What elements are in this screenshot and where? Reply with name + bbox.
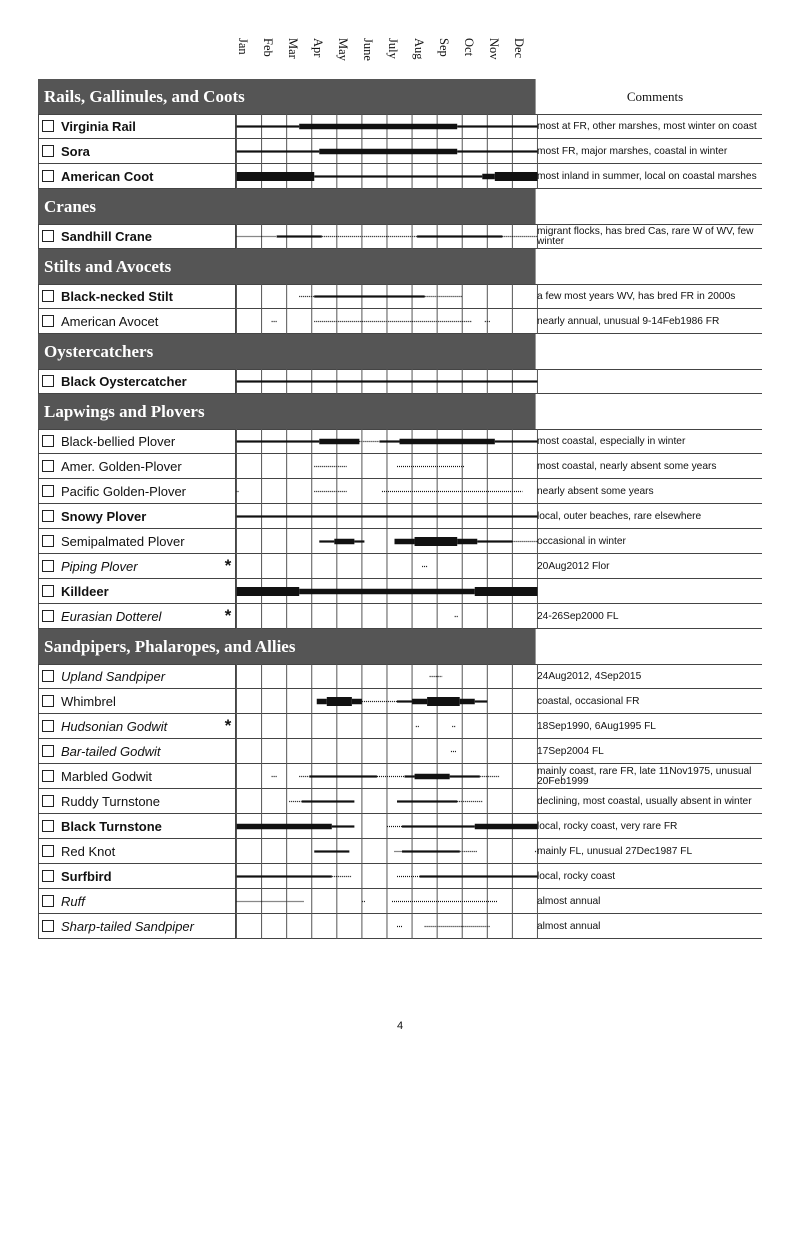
species-name-cell xyxy=(38,914,236,939)
checkbox[interactable] xyxy=(42,560,54,572)
month-label: May xyxy=(336,38,351,61)
comment-text: almost annual xyxy=(537,895,601,907)
species-row xyxy=(38,429,762,454)
rarity-star-icon: * xyxy=(224,606,231,625)
comment-cell xyxy=(537,764,761,789)
occurrence-bar-segment xyxy=(482,174,495,180)
occurrence-bar-segment xyxy=(314,175,482,177)
species-name: Snowy Plover xyxy=(61,509,147,524)
comment-text: occasional in winter xyxy=(537,535,626,547)
month-label: Aug xyxy=(411,38,426,60)
occurrence-bar-segment xyxy=(319,439,359,445)
occurrence-bar-segment xyxy=(237,172,315,181)
comment-text: most at FR, other marshes, most winter on coast xyxy=(537,120,757,132)
species-name-cell xyxy=(38,479,236,504)
species-name-cell xyxy=(38,664,236,689)
occurrence-bar-segment xyxy=(475,700,488,702)
checkbox[interactable] xyxy=(42,510,54,522)
section-title: Cranes xyxy=(38,189,535,224)
occurrence-bar-segment xyxy=(427,697,460,706)
comment-text: mainly coast, rare FR, late 11Nov1975, unusual 20Feb1999 xyxy=(537,765,752,787)
occurrence-bar-segment xyxy=(415,774,450,780)
species-row xyxy=(38,764,762,789)
checkbox[interactable] xyxy=(42,870,54,882)
species-name: American Coot xyxy=(61,169,154,184)
comment-cell xyxy=(537,739,761,764)
checkbox[interactable] xyxy=(42,770,54,782)
section-title: Oystercatchers xyxy=(38,334,535,369)
occurrence-bar-segment xyxy=(309,775,377,777)
comment-text: local, rocky coast xyxy=(537,870,616,882)
species-row xyxy=(38,889,762,914)
comment-cell xyxy=(537,284,761,309)
occurrence-bar-segment xyxy=(475,587,538,596)
species-name-cell xyxy=(38,714,236,739)
occurrence-bar-chart xyxy=(236,664,538,689)
comment-cell xyxy=(537,814,761,839)
species-name: Sharp-tailed Sandpiper xyxy=(61,919,194,934)
month-label: Dec xyxy=(511,38,526,59)
occurrence-bar-segment xyxy=(417,235,502,237)
occurrence-bar-chart xyxy=(236,604,538,629)
month-label: June xyxy=(361,38,376,61)
species-name-cell xyxy=(38,579,236,604)
comment-cell xyxy=(537,224,761,249)
occurrence-bar-chart xyxy=(236,164,538,189)
species-name-cell xyxy=(38,764,236,789)
occurrence-bar-segment xyxy=(237,125,300,127)
section-title: Lapwings and Plovers xyxy=(38,394,535,429)
comment-cell xyxy=(537,714,761,739)
species-row xyxy=(38,224,762,249)
species-name-cell xyxy=(38,164,236,189)
occurrence-bar-segment xyxy=(379,440,399,442)
occurrence-bar-segment xyxy=(319,540,334,542)
species-row xyxy=(38,309,762,334)
species-name: Amer. Golden-Plover xyxy=(61,459,182,474)
species-name: Eurasian Dotterel xyxy=(61,609,162,624)
occurrence-bar-segment xyxy=(402,850,460,852)
occurrence-bar-segment xyxy=(400,439,495,445)
occurrence-bar-segment xyxy=(477,540,512,542)
comment-cell xyxy=(537,139,761,164)
occurrence-bar-segment xyxy=(495,440,538,442)
species-name-cell xyxy=(38,889,236,914)
species-name-cell xyxy=(38,814,236,839)
comment-cell xyxy=(537,689,761,714)
species-name: American Avocet xyxy=(61,314,159,329)
comment-text: most coastal, nearly absent some years xyxy=(537,460,717,472)
checkbox[interactable] xyxy=(42,315,54,327)
occurrence-bar-segment xyxy=(277,235,322,237)
species-name: Surfbird xyxy=(61,869,112,884)
section-header xyxy=(38,394,762,429)
comment-text: a few most years WV, has bred FR in 2000s xyxy=(537,290,736,302)
species-row xyxy=(38,789,762,814)
comment-text: local, rocky coast, very rare FR xyxy=(537,820,678,832)
species-row xyxy=(38,529,762,554)
species-name: Whimbrel xyxy=(61,694,116,709)
species-row xyxy=(38,114,762,139)
occurrence-bar-segment xyxy=(397,700,412,702)
comment-text: 17Sep2004 FL xyxy=(537,745,604,757)
species-name-cell xyxy=(38,454,236,479)
comment-cell xyxy=(537,369,761,394)
comment-text: 24Aug2012, 4Sep2015 xyxy=(537,670,642,682)
species-row xyxy=(38,839,762,864)
comment-cell xyxy=(537,914,761,939)
comment-text: 18Sep1990, 6Aug1995 FL xyxy=(537,720,656,732)
species-name-cell xyxy=(38,689,236,714)
occurrence-bar-segment xyxy=(299,589,475,595)
occurrence-bar-chart xyxy=(236,889,538,914)
species-row xyxy=(38,554,762,579)
species-name: Ruddy Turnstone xyxy=(61,794,161,809)
species-name: Pacific Golden-Plover xyxy=(61,484,186,499)
section-title: Stilts and Avocets xyxy=(38,249,535,284)
checkbox[interactable] xyxy=(42,485,54,497)
occurrence-bar-segment xyxy=(450,775,480,777)
species-row xyxy=(38,479,762,504)
occurrence-bar-segment xyxy=(299,124,457,130)
occurrence-bar-segment xyxy=(237,875,332,877)
checkbox[interactable] xyxy=(42,230,54,242)
occurrence-bar-chart xyxy=(236,864,538,889)
occurrence-bar-segment xyxy=(412,699,427,705)
occurrence-bar-chart xyxy=(236,764,538,789)
occurrence-bar-chart xyxy=(236,789,538,814)
species-name: Bar-tailed Godwit xyxy=(61,744,161,759)
comment-text: migrant flocks, has bred Cas, rare W of WV, few winter xyxy=(537,225,754,247)
species-row xyxy=(38,664,762,689)
comment-text: almost annual xyxy=(537,920,601,932)
occurrence-bar-chart xyxy=(236,914,538,939)
species-name-cell xyxy=(38,369,236,394)
checkbox[interactable] xyxy=(42,610,54,622)
occurrence-bar-segment xyxy=(314,850,349,852)
species-row xyxy=(38,604,762,629)
checkbox[interactable] xyxy=(42,375,54,387)
occurrence-bar-chart xyxy=(236,739,538,764)
species-name: Virginia Rail xyxy=(61,119,136,134)
species-name-cell xyxy=(38,284,236,309)
species-name: Ruff xyxy=(61,894,85,909)
occurrence-bar-chart xyxy=(236,529,538,554)
checkbox[interactable] xyxy=(42,695,54,707)
checkbox[interactable] xyxy=(42,460,54,472)
species-row xyxy=(38,579,762,604)
species-row xyxy=(38,454,762,479)
comment-text: most FR, major marshes, coastal in winter xyxy=(537,145,728,157)
rarity-star-icon: * xyxy=(224,556,231,575)
species-name: Sandhill Crane xyxy=(61,229,153,244)
comment-text: declining, most coastal, usually absent in winter xyxy=(537,795,752,807)
comment-text: most inland in summer, local on coastal marshes xyxy=(537,170,757,182)
comment-cell xyxy=(537,164,761,189)
checkbox[interactable] xyxy=(42,745,54,757)
species-row xyxy=(38,369,762,394)
occurrence-bar-chart xyxy=(236,114,538,139)
occurrence-bar-chart xyxy=(236,369,538,394)
checkbox[interactable] xyxy=(42,920,54,932)
species-name-cell xyxy=(38,604,236,629)
comment-cell xyxy=(537,789,761,814)
occurrence-bar-segment xyxy=(334,539,354,545)
comment-text: 24-26Sep2000 FL xyxy=(537,610,619,622)
section-header xyxy=(38,629,762,664)
species-row xyxy=(38,739,762,764)
species-row xyxy=(38,814,762,839)
month-label: Oct xyxy=(461,38,476,57)
section-title: Sandpipers, Phalaropes, and Allies xyxy=(38,629,535,664)
species-name-cell xyxy=(38,789,236,814)
occurrence-bar-chart xyxy=(236,714,538,739)
comment-cell xyxy=(537,579,761,604)
comment-text: 20Aug2012 Flor xyxy=(537,560,610,572)
page-number: 4 xyxy=(396,1020,404,1032)
species-name-cell xyxy=(38,529,236,554)
comments-header: Comments xyxy=(626,89,684,104)
comment-text: coastal, occasional FR xyxy=(537,695,640,707)
month-label: Nov xyxy=(486,38,501,60)
species-name-cell xyxy=(38,504,236,529)
species-name: Red Knot xyxy=(61,844,116,859)
occurrence-bar-segment xyxy=(457,150,537,152)
comment-cell xyxy=(537,839,761,864)
species-row xyxy=(38,914,762,939)
checklist-table xyxy=(38,79,762,939)
comment-text: most coastal, especially in winter xyxy=(537,435,686,447)
occurrence-bar-segment xyxy=(395,539,415,545)
checkbox[interactable] xyxy=(42,435,54,447)
species-name: Black-bellied Plover xyxy=(61,434,176,449)
occurrence-bar-segment xyxy=(302,800,355,802)
species-name-cell xyxy=(38,114,236,139)
checkbox[interactable] xyxy=(42,895,54,907)
occurrence-bar-chart xyxy=(236,429,538,454)
occurrence-bar-segment xyxy=(354,540,364,542)
comment-cell xyxy=(537,554,761,579)
occurrence-bar-segment xyxy=(397,800,457,802)
occurrence-bar-segment xyxy=(317,699,327,705)
species-name: Black-necked Stilt xyxy=(61,289,173,304)
checkbox[interactable] xyxy=(42,145,54,157)
occurrence-bar-segment xyxy=(495,172,538,181)
species-name: Sora xyxy=(61,144,90,159)
checkbox[interactable] xyxy=(42,795,54,807)
comment-cell xyxy=(537,664,761,689)
species-row xyxy=(38,714,762,739)
checkbox[interactable] xyxy=(42,820,54,832)
section-header xyxy=(38,79,762,114)
section-header xyxy=(38,189,762,224)
occurrence-bar-segment xyxy=(237,515,538,517)
occurrence-bar-segment xyxy=(237,587,300,596)
month-header xyxy=(0,38,800,72)
species-name-cell xyxy=(38,309,236,334)
species-name: Killdeer xyxy=(61,584,109,599)
comment-cell xyxy=(537,454,761,479)
section-title: Rails, Gallinules, and Coots xyxy=(38,79,535,114)
comment-text: nearly absent some years xyxy=(537,485,654,497)
species-name-cell xyxy=(38,554,236,579)
species-name: Hudsonian Godwit xyxy=(61,719,168,734)
checkbox[interactable] xyxy=(42,845,54,857)
species-name: Semipalmated Plover xyxy=(61,534,185,549)
occurrence-bar-segment xyxy=(460,699,475,705)
checkbox[interactable] xyxy=(42,120,54,132)
checkbox[interactable] xyxy=(42,585,54,597)
occurrence-bar-segment xyxy=(327,697,352,706)
occurrence-bar-segment xyxy=(457,125,537,127)
section-header xyxy=(38,249,762,284)
occurrence-bar-segment xyxy=(237,150,320,152)
species-row xyxy=(38,164,762,189)
checkbox[interactable] xyxy=(42,290,54,302)
species-name-cell xyxy=(38,739,236,764)
species-row xyxy=(38,689,762,714)
species-name: Piping Plover xyxy=(61,559,138,574)
checkbox[interactable] xyxy=(42,170,54,182)
comment-text: nearly annual, unusual 9-14Feb1986 FR xyxy=(537,315,720,327)
checkbox[interactable] xyxy=(42,535,54,547)
occurrence-bar-segment xyxy=(314,295,424,297)
occurrence-bar-segment xyxy=(415,537,458,546)
occurrence-bar-chart xyxy=(236,284,538,309)
occurrence-bar-chart xyxy=(236,224,538,249)
comment-cell xyxy=(537,479,761,504)
occurrence-bar-chart xyxy=(236,504,538,529)
species-name-cell xyxy=(38,864,236,889)
species-name: Black Oystercatcher xyxy=(61,374,187,389)
occurrence-bar-chart xyxy=(236,454,538,479)
occurrence-bar-segment xyxy=(237,380,538,382)
occurrence-bar-chart xyxy=(236,814,538,839)
species-name: Marbled Godwit xyxy=(61,769,153,784)
species-row xyxy=(38,864,762,889)
species-row xyxy=(38,139,762,164)
occurrence-bar-chart xyxy=(236,309,538,334)
occurrence-bar-segment xyxy=(402,825,475,827)
comment-cell xyxy=(537,529,761,554)
comment-cell xyxy=(537,864,761,889)
species-name-cell xyxy=(38,839,236,864)
occurrence-bar-chart xyxy=(236,139,538,164)
checkbox[interactable] xyxy=(42,720,54,732)
comment-cell xyxy=(537,309,761,334)
occurrence-bar-chart xyxy=(236,579,538,604)
month-label: Jan xyxy=(236,38,250,55)
species-name: Upland Sandpiper xyxy=(61,669,166,684)
month-label: Apr xyxy=(311,38,326,58)
occurrence-bar-chart xyxy=(236,479,538,504)
occurrence-bar-segment xyxy=(475,824,538,830)
occurrence-bar-segment xyxy=(420,875,538,877)
month-label: Mar xyxy=(286,38,301,59)
occurrence-bar-segment xyxy=(352,699,362,705)
occurrence-bar-chart xyxy=(236,839,538,864)
species-name: Black Turnstone xyxy=(61,819,162,834)
occurrence-bar-segment xyxy=(237,440,320,442)
species-name-cell xyxy=(38,139,236,164)
checkbox[interactable] xyxy=(42,670,54,682)
occurrence-bar-segment xyxy=(332,825,355,827)
comment-text: local, outer beaches, rare elsewhere xyxy=(537,510,702,522)
occurrence-bar-chart xyxy=(236,689,538,714)
species-name-cell xyxy=(38,429,236,454)
species-row xyxy=(38,284,762,309)
occurrence-bar-chart xyxy=(236,554,538,579)
comment-text: mainly FL, unusual 27Dec1987 FL xyxy=(537,845,693,857)
species-row xyxy=(38,504,762,529)
occurrence-bar-segment xyxy=(457,539,477,545)
month-label: Sep xyxy=(436,38,451,57)
species-name-cell xyxy=(38,224,236,249)
month-label: Feb xyxy=(261,38,276,57)
rarity-star-icon: * xyxy=(224,716,231,735)
comment-cell xyxy=(537,889,761,914)
comment-cell xyxy=(537,429,761,454)
comment-cell xyxy=(537,604,761,629)
month-label: July xyxy=(386,38,401,59)
occurrence-bar-segment xyxy=(319,149,457,155)
occurrence-bar-segment xyxy=(405,775,415,777)
comment-cell xyxy=(537,114,761,139)
comment-cell xyxy=(537,504,761,529)
section-header xyxy=(38,334,762,369)
occurrence-bar-segment xyxy=(237,824,332,830)
